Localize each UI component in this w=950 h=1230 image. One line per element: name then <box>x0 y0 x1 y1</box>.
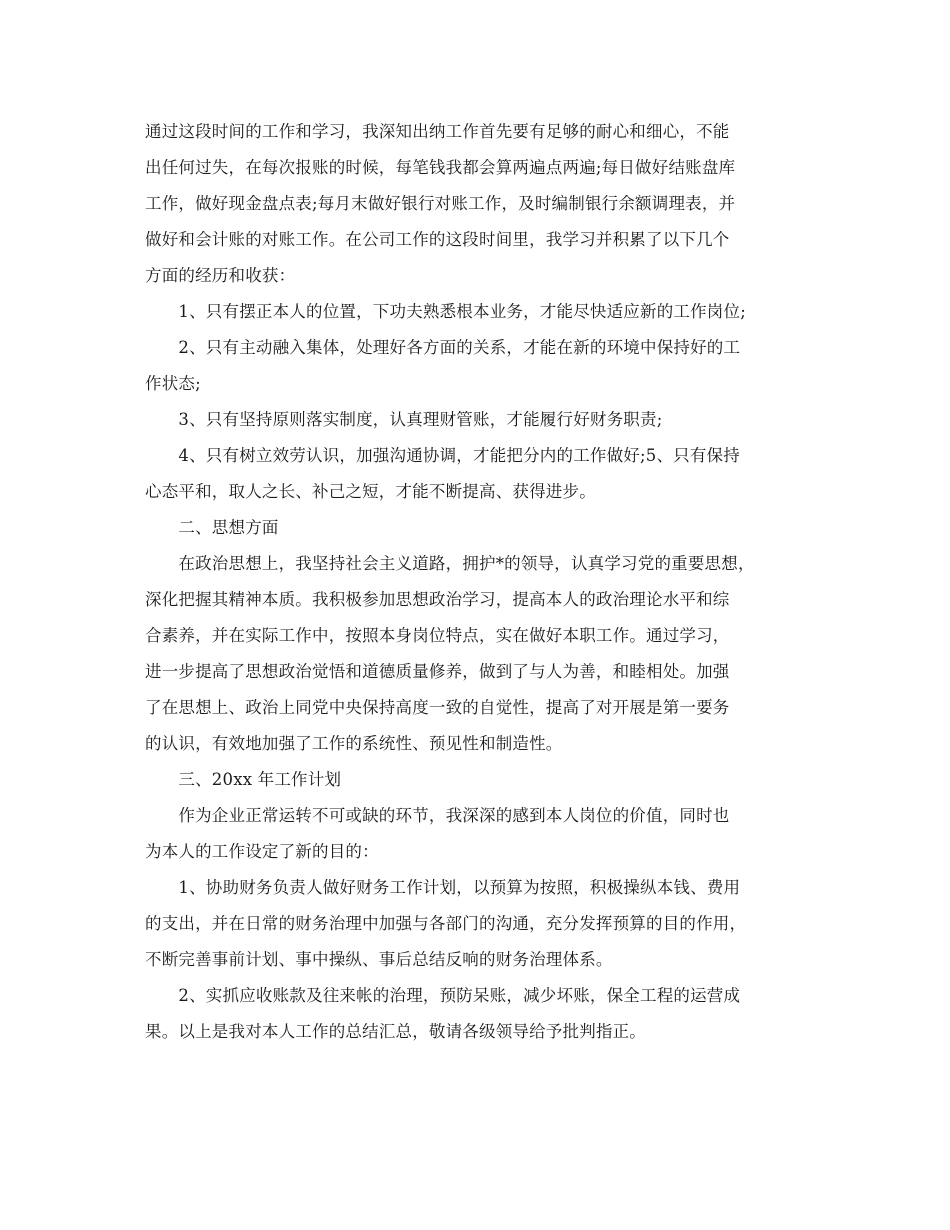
text-line: 了在思想上、政治上同党中央保持高度一致的自觉性，提高了对开展是第一要务 <box>145 698 730 717</box>
section-heading: 二、思想方面 <box>145 518 279 537</box>
text-line: 合素养，并在实际工作中，按照本身岗位特点，实在做好本职工作。通过学习， <box>145 626 730 645</box>
text-line: 3、只有坚持原则落实制度，认真理财管账，才能履行好财务职责; <box>145 410 663 429</box>
text-line: 通过这段时间的工作和学习，我深知出纳工作首先要有足够的耐心和细心，不能 <box>145 122 730 141</box>
text-line: 果。以上是我对本人工作的总结汇总，敬请各级领导给予批判指正。 <box>145 1022 646 1041</box>
text-line: 出任何过失，在每次报账的时候，每笔钱我都会算两遍点两遍;每日做好结账盘库 <box>145 158 736 177</box>
text-line: 在政治思想上，我坚持社会主义道路，拥护*的领导，认真学习党的重要思想， <box>145 554 755 573</box>
text-line: 为本人的工作设定了新的目的： <box>145 842 379 861</box>
text-line: 作状态; <box>145 374 201 393</box>
document-body <box>145 114 825 1050</box>
text-line: 进一步提高了思想政治觉悟和道德质量修养，做到了与人为善，和睦相处。加强 <box>145 662 730 681</box>
text-line: 2、实抓应收账款及往来帐的治理，预防呆账，减少坏账，保全工程的运营成 <box>145 986 741 1005</box>
text-line: 做好和会计账的对账工作。在公司工作的这段时间里，我学习并积累了以下几个 <box>145 230 730 249</box>
text-line: 深化把握其精神本质。我积极参加思想政治学习，提高本人的政治理论水平和综 <box>145 590 730 609</box>
text-line: 1、只有摆正本人的位置，下功夫熟悉根本业务，才能尽快适应新的工作岗位; <box>145 302 746 321</box>
text-line: 4、只有树立效劳认识，加强沟通协调，才能把分内的工作做好;5、只有保持 <box>145 446 740 465</box>
text-line: 2、只有主动融入集体，处理好各方面的关系，才能在新的环境中保持好的工 <box>145 338 741 357</box>
text-line: 工作，做好现金盘点表;每月末做好银行对账工作，及时编制银行余额调理表，并 <box>145 194 736 213</box>
text-line: 方面的经历和收获： <box>145 266 296 285</box>
text-line: 的认识，有效地加强了工作的系统性、预见性和制造性。 <box>145 734 563 753</box>
section-heading: 三、20xx 年工作计划 <box>145 770 342 789</box>
text-line: 心态平和，取人之长、补己之短，才能不断提高、获得进步。 <box>145 482 596 501</box>
text-line: 不断完善事前计划、事中操纵、事后总结反响的财务治理体系。 <box>145 950 613 969</box>
text-line: 作为企业正常运转不可或缺的环节，我深深的感到本人岗位的价值，同时也 <box>145 806 730 825</box>
text-line: 的支出，并在日常的财务治理中加强与各部门的沟通，充分发挥预算的目的作用， <box>145 914 747 933</box>
text-line: 1、协助财务负责人做好财务工作计划，以预算为按照，积极操纵本钱、费用 <box>145 878 741 897</box>
